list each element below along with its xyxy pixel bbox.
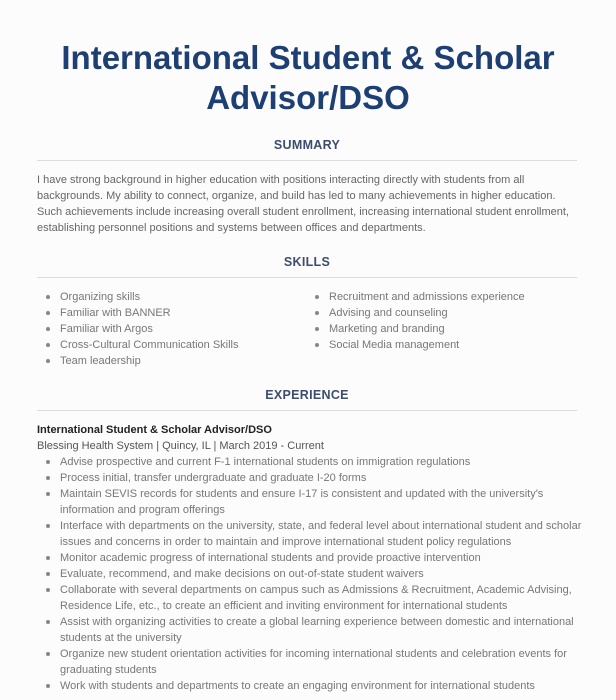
skills-heading: SKILLS xyxy=(283,255,331,269)
list-item-text: Assist with organizing activities to create a global learning experience between domestic and international students at the university xyxy=(60,616,574,644)
list-item xyxy=(37,337,297,353)
bullet-icon xyxy=(46,620,50,624)
list-item-text: Collaborate with several departments on campus such as Admissions & Recruitment, Academic Advising, Residence Life, etc., to create an efficient and inviting environment for international students xyxy=(60,584,572,612)
skills-list-left xyxy=(37,289,297,369)
list-item-text: Social Media management xyxy=(329,339,460,351)
job-entry xyxy=(37,422,582,694)
list-item-text: Recruitment and admissions experience xyxy=(329,291,525,303)
list-item-text: Monitor academic progress of international students and provide proactive intervention xyxy=(60,552,481,564)
list-item-text: Advising and counseling xyxy=(329,307,448,319)
list-item-text: Cross-Cultural Communication Skills xyxy=(60,339,239,351)
list-item xyxy=(37,470,582,486)
list-item-text: Advise prospective and current F-1 international students on immigration regulations xyxy=(60,456,471,468)
list-item xyxy=(37,646,582,678)
list-item xyxy=(306,305,566,321)
list-item xyxy=(37,353,297,369)
list-item xyxy=(37,454,582,470)
list-item-text: Marketing and branding xyxy=(329,323,445,335)
list-item-text: Familiar with Argos xyxy=(60,323,153,335)
list-item-text: Maintain SEVIS records for students and ensure I-17 is consistent and updated with the university's information and program offerings xyxy=(60,488,544,516)
divider xyxy=(37,277,577,278)
list-item xyxy=(37,614,582,646)
list-item xyxy=(306,289,566,305)
list-item-text: Team leadership xyxy=(60,355,141,367)
bullet-icon xyxy=(46,684,50,688)
bullet-icon xyxy=(46,359,50,363)
skills-list-right xyxy=(306,289,566,353)
bullet-icon xyxy=(46,295,50,299)
list-item-text: Interface with departments on the university, state, and federal level about international student and scholar issues and concerns in order to maintain and improve international student policy regulations xyxy=(60,520,582,548)
list-item xyxy=(37,678,582,694)
bullet-icon xyxy=(46,524,50,528)
bullet-icon xyxy=(315,311,319,315)
summary-text: I have strong background in higher education with positions interacting directly with students from all backgrounds. My ability to connect, organize, and build has led to many achievements in higher education. Such achievements include increasing overall student enrollment, increasing international student enrollment, establishing personnel positions and systems between offices and departments. xyxy=(37,174,569,234)
list-item xyxy=(37,550,582,566)
experience-heading: EXPERIENCE xyxy=(265,388,349,402)
bullet-icon xyxy=(46,476,50,480)
divider xyxy=(37,410,577,411)
list-item xyxy=(37,305,297,321)
bullet-icon xyxy=(46,311,50,315)
list-item xyxy=(37,582,582,614)
list-item xyxy=(37,486,582,518)
list-item xyxy=(37,566,582,582)
list-item xyxy=(37,321,297,337)
list-item-text: Organize new student orientation activities for incoming international students and celebration events for graduating students xyxy=(60,648,567,676)
bullet-icon xyxy=(46,460,50,464)
bullet-icon xyxy=(46,652,50,656)
list-item-text: Work with students and departments to create an engaging environment for international students xyxy=(60,680,535,692)
resume-title: International Student & Scholar Advisor/DSO xyxy=(61,39,555,116)
list-item xyxy=(37,289,297,305)
job-title: International Student & Scholar Advisor/DSO xyxy=(37,424,272,436)
list-item xyxy=(306,321,566,337)
bullet-icon xyxy=(46,572,50,576)
list-item xyxy=(37,518,582,550)
bullet-icon xyxy=(46,556,50,560)
job-meta: Blessing Health System | Quincy, IL | March 2019 - Current xyxy=(37,440,324,452)
bullet-icon xyxy=(315,327,319,331)
bullet-icon xyxy=(46,588,50,592)
summary-heading: SUMMARY xyxy=(273,138,341,152)
bullet-icon xyxy=(315,295,319,299)
list-item-text: Process initial, transfer undergraduate and graduate I-20 forms xyxy=(60,472,367,484)
bullet-icon xyxy=(46,343,50,347)
list-item xyxy=(306,337,566,353)
list-item-text: Evaluate, recommend, and make decisions on out-of-state student waivers xyxy=(60,568,424,580)
bullet-icon xyxy=(46,327,50,331)
list-item-text: Organizing skills xyxy=(60,291,141,303)
bullet-icon xyxy=(46,492,50,496)
bullet-icon xyxy=(315,343,319,347)
job-bullets xyxy=(37,454,582,694)
divider xyxy=(37,160,577,161)
list-item-text: Familiar with BANNER xyxy=(60,307,171,319)
